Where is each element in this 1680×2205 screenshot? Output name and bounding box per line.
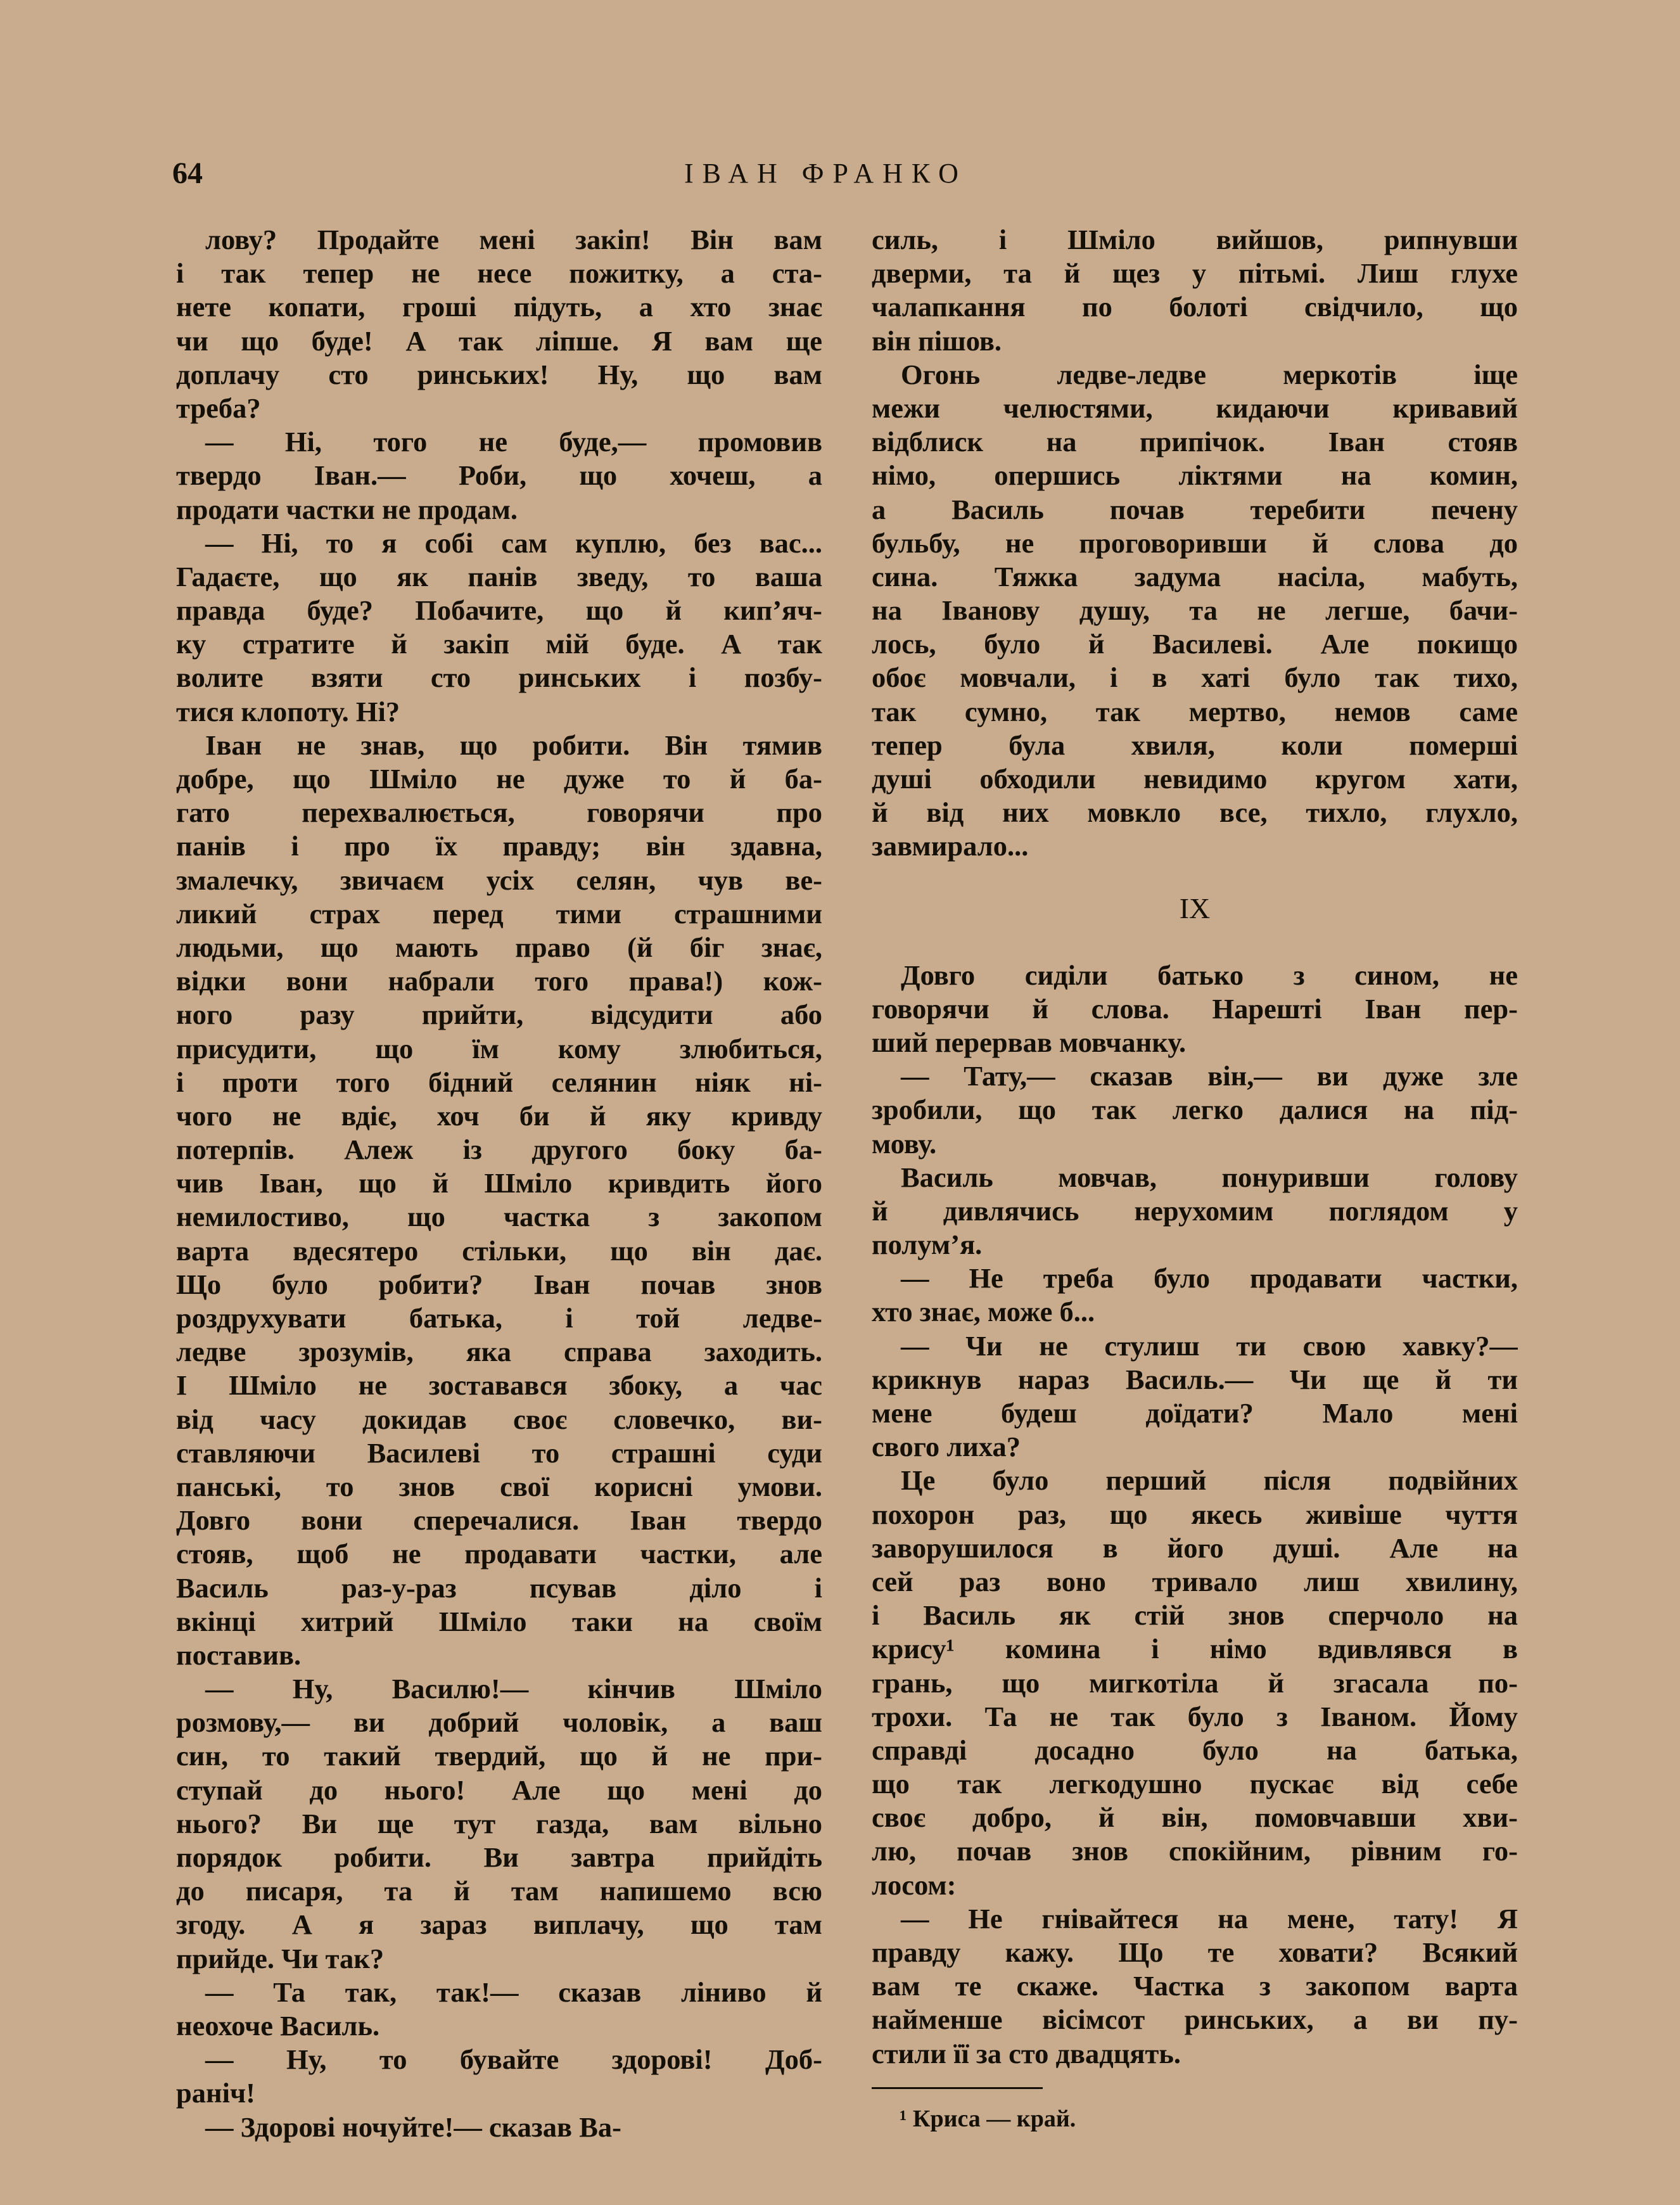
text-line: прийде. Чи так?	[176, 1942, 385, 1974]
text-line: Гадаєте, що як панів зведу, то ваша	[176, 560, 822, 592]
text-line: й дивлячись нерухомим поглядом у	[872, 1194, 1518, 1227]
text-line: вкінці хитрий Шміло таки на своїм	[176, 1605, 822, 1637]
text-line: Це було перший після подвійних	[901, 1464, 1518, 1497]
text-line: немилостиво, що частка з закопом	[176, 1201, 822, 1233]
text-line: нього? Ви ще тут газда, вам вільно	[176, 1807, 822, 1839]
text-line: хто знає, може б...	[872, 1296, 1095, 1328]
text-line: Василь раз-у-раз псував діло і	[176, 1571, 822, 1604]
text-line: — Не треба було продавати частки,	[901, 1262, 1518, 1294]
text-line: зробили, що так легко далися на під-	[872, 1094, 1518, 1126]
paragraph	[872, 959, 1518, 1060]
text-line: Що було робити? Іван почав знов	[176, 1268, 822, 1300]
text-line: полум’я.	[872, 1229, 983, 1261]
text-line: мене будеш доїдати? Мало мені	[872, 1397, 1518, 1429]
text-line: завмирало...	[872, 830, 1029, 862]
text-line: ставляючи Василеві то страшні суди	[176, 1436, 822, 1469]
text-line: і проти того бідний селянин ніяк ні-	[176, 1066, 822, 1098]
text-line: треба?	[176, 392, 261, 424]
text-line: Довго сиділи батько з сином, не	[901, 959, 1518, 991]
paragraph	[176, 425, 822, 527]
text-line: — Чи не стулиш ти свою хавку?—	[901, 1329, 1518, 1362]
paragraph	[176, 1672, 822, 1976]
text-line: справді досадно було на батька,	[872, 1734, 1518, 1766]
text-line: — Здорові ночуйте!— сказав Ва-	[205, 2111, 621, 2143]
text-line: німо, опершись ліктями на комин,	[872, 459, 1518, 492]
paragraph	[176, 223, 822, 425]
paragraph	[176, 527, 822, 729]
text-line: тепер була хвиля, коли померші	[872, 729, 1518, 761]
text-line: син, то такий твердий, що й не при-	[176, 1740, 822, 1772]
text-line: обоє мовчали, і в хаті було так тихо,	[872, 662, 1518, 694]
text-line: доплачу сто ринських! Ну, що вам	[176, 358, 822, 390]
text-line: чалапкання по болоті свідчило, що	[872, 291, 1518, 323]
text-line: лосом:	[872, 1869, 957, 1901]
text-line: до писаря, та й там напишемо всю	[176, 1875, 822, 1907]
text-line: нете копати, гроші підуть, а хто знає	[176, 291, 822, 323]
text-line: Довго вони сперечалися. Іван твердо	[176, 1504, 822, 1537]
text-line: ший перервав мовчанку.	[872, 1026, 1187, 1058]
text-line: — Ні, то я собі сам куплю, без вас...	[205, 527, 822, 559]
text-line: душі обходили невидимо кругом хати,	[872, 763, 1518, 795]
text-line: І Шміло не зоставався збоку, а час	[176, 1369, 822, 1402]
text-line: грань, що мигкотіла й згасала по-	[872, 1666, 1518, 1699]
text-line: свого лиха?	[872, 1431, 1021, 1463]
text-line: своє добро, й він, помовчавши хви-	[872, 1801, 1518, 1834]
text-line: що так легкодушно пускає від себе	[872, 1768, 1518, 1800]
text-line: розмову,— ви добрий чоловік, а ваш	[176, 1706, 822, 1739]
paragraph	[872, 358, 1518, 864]
paragraph	[872, 1329, 1518, 1464]
text-line: Іван не знав, що робити. Він тямив	[205, 729, 822, 761]
text-line: лову? Продайте мені закіп! Він вам	[205, 224, 822, 255]
text-line: і Василь як стій знов сперчоло на	[872, 1599, 1518, 1632]
text-line: роздрухувати батька, і той ледве-	[176, 1302, 822, 1334]
text-line: чив Іван, що й Шміло кривдить його	[176, 1167, 822, 1199]
text-line: трохи. Та не так було з Іваном. Йому	[872, 1700, 1518, 1732]
text-line: крикнув нараз Василь.— Чи ще й ти	[872, 1363, 1518, 1395]
paragraph	[872, 1902, 1518, 2071]
text-line: раніч!	[176, 2077, 255, 2109]
text-line: змалечку, звичаєм усіх селян, чув ве-	[176, 864, 822, 896]
text-line: заворушилося в його душі. Але на	[872, 1531, 1518, 1564]
text-line: порядок робити. Ви завтра прийдіть	[176, 1841, 822, 1873]
text-line: Огонь ледве-ледве меркотів іще	[901, 358, 1518, 390]
text-line: правда буде? Побачите, що й кип’яч-	[176, 594, 822, 627]
text-line: поставив.	[176, 1639, 302, 1671]
text-line: волите взяти сто ринських і позбу-	[176, 662, 822, 694]
text-line: стояв, щоб не продавати частки, але	[176, 1538, 822, 1570]
paragraph	[872, 1059, 1518, 1161]
text-line: правду кажу. Що те ховати? Всякий	[872, 1936, 1518, 1968]
right-text-column	[872, 223, 1518, 2133]
text-line: — Ну, то бувайте здорові! Доб-	[205, 2043, 822, 2076]
text-line: похорон раз, що якесь живіше чуття	[872, 1498, 1518, 1530]
text-line: найменше вісімсот ринських, а ви пу-	[872, 2004, 1518, 2036]
text-line: стили її за сто двадцять.	[872, 2037, 1181, 2069]
text-line: відки вони набрали того права!) кож-	[176, 965, 822, 997]
paragraph	[176, 2111, 822, 2144]
text-line: ку стратите й закіп мій буде. А так	[176, 628, 822, 660]
text-line: говорячи й слова. Нарешті Іван пер-	[872, 992, 1518, 1025]
text-line: лось, було й Василеві. Але покищо	[872, 628, 1518, 660]
text-line: — Не гнівайтеся на мене, тату! Я	[901, 1902, 1518, 1934]
left-text-column	[176, 223, 822, 2144]
text-line: — Та так, так!— сказав ліниво й	[205, 1976, 822, 2008]
chapter-heading: IX	[1179, 892, 1211, 924]
text-line: продати частки не продам.	[176, 493, 518, 525]
text-line: бульбу, не проговоривши й слова до	[872, 527, 1518, 559]
text-line: так сумно, так мертво, немов саме	[872, 695, 1518, 727]
paragraph	[176, 1976, 822, 2043]
text-line: мову.	[872, 1127, 937, 1160]
page-number: 64	[172, 157, 203, 190]
running-title: ІВАН ФРАНКО	[684, 158, 967, 189]
text-line: потерпів. Алеж із другого боку ба-	[176, 1134, 822, 1166]
text-line: й від них мовкло все, тихло, глухло,	[872, 796, 1518, 829]
text-line: Василь мовчав, понуривши голову	[901, 1161, 1518, 1193]
footnote: ¹ Криса — край.	[900, 2105, 1076, 2132]
paragraph	[176, 2043, 822, 2110]
text-line: сей раз воно тривало лиш хвилину,	[872, 1565, 1518, 1597]
text-line: ного разу прийти, відсудити або	[176, 999, 822, 1031]
text-line: межи челюстями, кидаючи кривавий	[872, 392, 1518, 424]
text-line: він пішов.	[872, 324, 1002, 357]
paragraph	[872, 1464, 1518, 1901]
text-line: лю, почав знов спокійним, рівним го-	[872, 1835, 1518, 1867]
text-line: ступай до нього! Але що мені до	[176, 1774, 822, 1806]
text-line: присудити, що їм кому злюбиться,	[176, 1032, 822, 1064]
text-line: гато перехвалюється, говорячи про	[176, 796, 822, 829]
text-line: — Тату,— сказав він,— ви дуже зле	[901, 1060, 1518, 1092]
paragraph	[872, 1262, 1518, 1329]
paragraph	[872, 223, 1518, 358]
footnote-rule	[872, 2087, 1043, 2089]
text-line: а Василь почав теребити печену	[872, 493, 1518, 525]
text-line: неохоче Василь.	[176, 2009, 380, 2042]
text-line: від часу докидав своє словечко, ви-	[176, 1403, 822, 1435]
text-line: варта вдесятеро стільки, що він дає.	[176, 1234, 822, 1267]
paragraph	[872, 1161, 1518, 1262]
text-line: дверми, та й щез у пітьмі. Лиш глухе	[872, 257, 1518, 290]
text-line: — Ну, Василю!— кінчив Шміло	[205, 1673, 822, 1705]
text-line: твердо Іван.— Роби, що хочеш, а	[176, 459, 822, 492]
text-line: чи що буде! А так ліпше. Я вам ще	[176, 324, 822, 357]
text-line: вам те скаже. Частка з закопом варта	[872, 1970, 1518, 2002]
text-line: людьми, що мають право (й біг знає,	[176, 931, 822, 963]
text-line: на Іванову душу, та не легше, бачи-	[872, 594, 1518, 627]
text-line: тися клопоту. Ні?	[176, 695, 400, 727]
text-line: добре, що Шміло не дуже то й ба-	[176, 763, 822, 795]
text-line: і так тепер не несе пожитку, а ста-	[176, 257, 822, 290]
text-line: згоду. А я зараз виплачу, що там	[176, 1908, 822, 1941]
text-line: силь, і Шміло вийшов, рипнувши	[872, 224, 1518, 255]
text-line: — Ні, того не буде,— промовив	[205, 426, 822, 458]
text-line: панів і про їх правду; він здавна,	[176, 830, 822, 862]
text-line: відблиск на припічок. Іван стояв	[872, 426, 1518, 458]
text-line: крису¹ комина і німо вдивлявся в	[872, 1633, 1518, 1665]
text-line: ледве зрозумів, яка справа заходить.	[176, 1336, 822, 1368]
text-line: ликий страх перед тими страшними	[176, 897, 822, 930]
text-line: панські, то знов свої корисні умови.	[176, 1470, 822, 1502]
paragraph	[176, 729, 822, 1672]
text-line: чого не вдіє, хоч би й яку кривду	[176, 1099, 822, 1132]
text-line: сина. Тяжка задума насіла, мабуть,	[872, 560, 1518, 592]
